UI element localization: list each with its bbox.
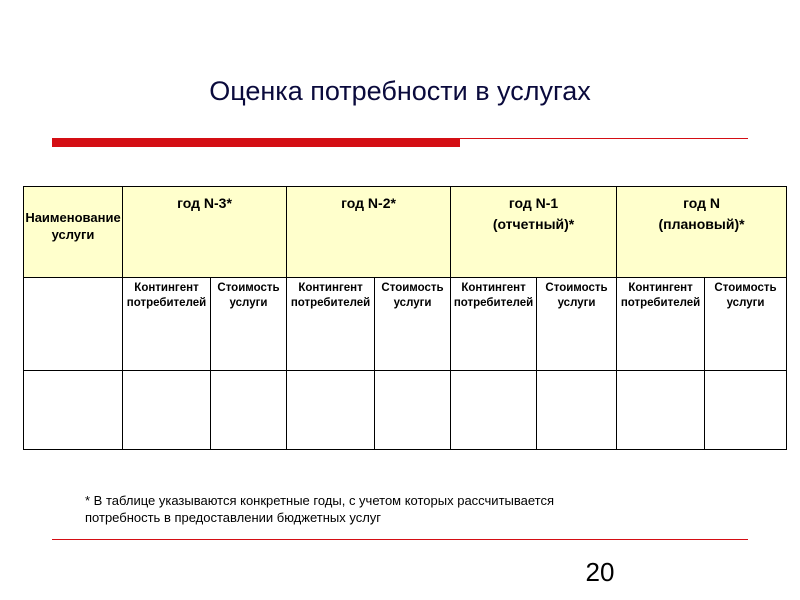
data-cell: [211, 371, 287, 450]
sub-header-cost-n1: Стоимость услуги: [537, 278, 617, 371]
sub-header-contingent-n2: Контингент потребителей: [287, 278, 375, 371]
sub-header-cost-n2: Стоимость услуги: [375, 278, 451, 371]
sub-header-contingent-n1: Контингент потребителей: [451, 278, 537, 371]
year-header-n: год N (плановый)*: [617, 187, 787, 278]
demand-table: [23, 186, 787, 450]
data-cell: [451, 371, 537, 450]
footnote: * В таблице указываются конкретные годы, с учетом которых рассчитывается потребность в предоставлении бюджетных услуг: [85, 493, 555, 525]
year-header-n1: год N-1 (отчетный)*: [451, 187, 617, 278]
sub-header-contingent-n: Контингент потребителей: [617, 278, 705, 371]
sub-header-empty: [24, 278, 123, 371]
data-cell: [705, 371, 787, 450]
title-underline-thick: [52, 138, 460, 147]
page-number: 20: [585, 557, 615, 587]
data-cell: [537, 371, 617, 450]
year-header-row: [24, 187, 787, 278]
title-underline-thin: [460, 138, 748, 139]
sub-header-row: [24, 278, 787, 371]
data-cell: [375, 371, 451, 450]
year-header-n2: год N-2*: [287, 187, 451, 278]
footer-rule: [52, 539, 748, 540]
data-row: [24, 371, 787, 450]
year-header-n3: год N-3*: [123, 187, 287, 278]
slide-title: Оценка потребности в услугах: [209, 76, 591, 106]
data-cell: [617, 371, 705, 450]
data-cell: [287, 371, 375, 450]
data-cell: [123, 371, 211, 450]
service-name-header: Наименование услуги: [24, 187, 123, 278]
sub-header-cost-n: Стоимость услуги: [705, 278, 787, 371]
sub-header-contingent-n3: Контингент потребителей: [123, 278, 211, 371]
sub-header-cost-n3: Стоимость услуги: [211, 278, 287, 371]
data-cell: [24, 371, 123, 450]
